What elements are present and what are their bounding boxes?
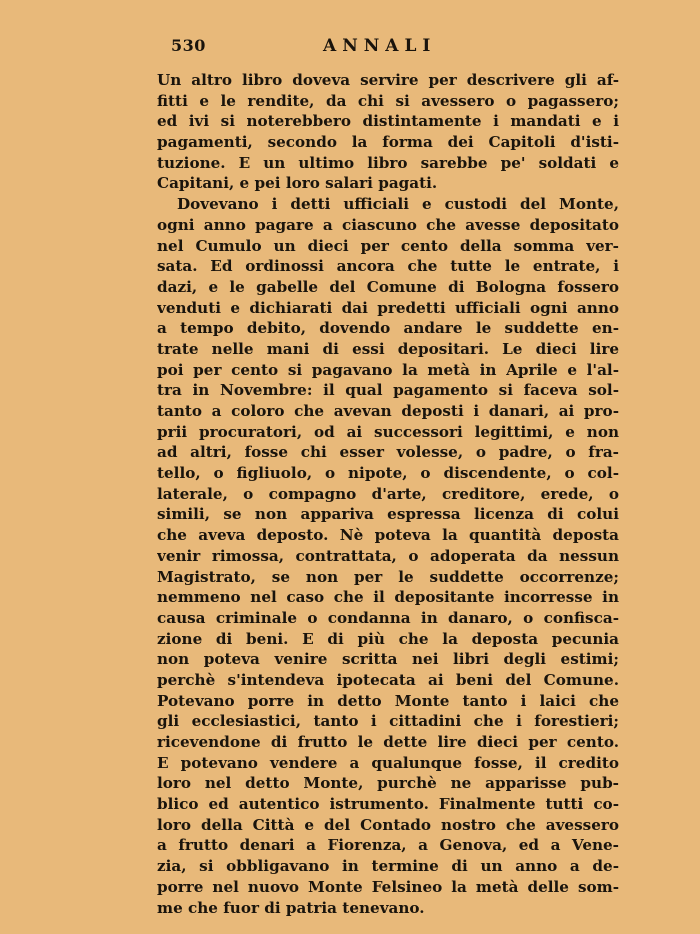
text-line: venir rimossa, contrattata, o adoperata da nessun bbox=[157, 546, 619, 565]
text-line: nemmeno nel caso che il depositante incorresse in bbox=[157, 588, 619, 607]
text-line: zia, si obbligavano in termine di un anno a de- bbox=[157, 857, 619, 876]
page-number: 530 bbox=[171, 36, 206, 55]
text-line: Magistrato, se non per le suddette occorrenze; bbox=[157, 567, 619, 586]
text-line: loro nel detto Monte, purchè ne apparisse pub- bbox=[157, 774, 619, 793]
text-line: prii procuratori, od ai successori legittimi, e non bbox=[157, 422, 619, 441]
text-line: tuzione. E un ultimo libro sarebbe pe' soldati e bbox=[157, 153, 619, 172]
text-line: Potevano porre in detto Monte tanto i laici che bbox=[157, 691, 619, 710]
text-line: trate nelle mani di essi depositari. Le dieci lire bbox=[157, 339, 619, 358]
text-line: zione di beni. E di più che la deposta pecunia bbox=[157, 629, 619, 648]
text-line: dazi, e le gabelle del Comune di Bologna fossero bbox=[157, 277, 619, 296]
text-line: pagamenti, secondo la forma dei Capitoli d'isti- bbox=[157, 133, 619, 152]
text-line: me che fuor di patria tenevano. bbox=[157, 898, 425, 917]
text-line: porre nel nuovo Monte Felsineo la metà delle som- bbox=[157, 877, 619, 896]
text-line: Un altro libro doveva servire per descrivere gli af- bbox=[157, 71, 619, 89]
text-line: ed ivi si noterebbero distintamente i mandati e i bbox=[157, 112, 619, 131]
text-line: tanto a coloro che avevan deposti i danari, ai pro- bbox=[157, 402, 619, 420]
text-line: fitti e le rendite, da chi si avessero o pagassero; bbox=[157, 91, 619, 110]
text-line: poi per cento si pagavano la metà in Aprile e l'al- bbox=[157, 360, 619, 379]
text-line: non poteva venire scritta nei libri degli estimi; bbox=[157, 650, 619, 669]
text-line: E potevano vendere a qualunque fosse, il credito bbox=[157, 753, 619, 772]
text-line: venduti e dichiarati dai predetti ufficiali ogni anno bbox=[157, 298, 619, 317]
text-line: che aveva deposto. Nè poteva la quantità deposta bbox=[157, 526, 619, 545]
text-line: ad altri, fosse chi esser volesse, o padre, o fra- bbox=[157, 443, 619, 462]
page-header bbox=[171, 36, 616, 58]
body-text bbox=[157, 70, 619, 918]
running-title: ANNALI bbox=[323, 36, 437, 56]
text-line: ogni anno pagare a ciascuno che avesse depositato bbox=[157, 215, 619, 234]
text-line: blico ed autentico istrumento. Finalmente tutti co- bbox=[157, 795, 619, 814]
text-line: Dovevano i detti ufficiali e custodi del Monte, bbox=[177, 195, 619, 214]
text-line: loro della Città e del Contado nostro che avessero bbox=[157, 815, 619, 834]
text-line: tra in Novembre: il qual pagamento si faceva sol- bbox=[157, 381, 619, 400]
text-line: laterale, o compagno d'arte, creditore, erede, o bbox=[157, 484, 619, 503]
text-line: ricevendone di frutto le dette lire dieci per cento. bbox=[157, 733, 619, 751]
text-line: simili, se non appariva espressa licenza di colui bbox=[157, 505, 619, 524]
text-line: causa criminale o condanna in danaro, o confisca- bbox=[157, 608, 619, 627]
text-line: perchè s'intendeva ipotecata ai beni del Comune. bbox=[157, 670, 619, 689]
text-line: nel Cumulo un dieci per cento della somma ver- bbox=[157, 236, 619, 255]
text-line: a tempo debito, dovendo andare le suddette en- bbox=[157, 319, 619, 338]
text-line: tello, o figliuolo, o nipote, o discendente, o col- bbox=[157, 464, 619, 483]
text-line: sata. Ed ordinossi ancora che tutte le entrate, i bbox=[157, 257, 619, 276]
text-line: gli ecclesiastici, tanto i cittadini che i forestieri; bbox=[157, 712, 619, 731]
text-line: Capitani, e pei loro salari pagati. bbox=[157, 174, 438, 193]
text-line: a frutto denari a Fiorenza, a Genova, ed a Vene- bbox=[157, 836, 619, 855]
